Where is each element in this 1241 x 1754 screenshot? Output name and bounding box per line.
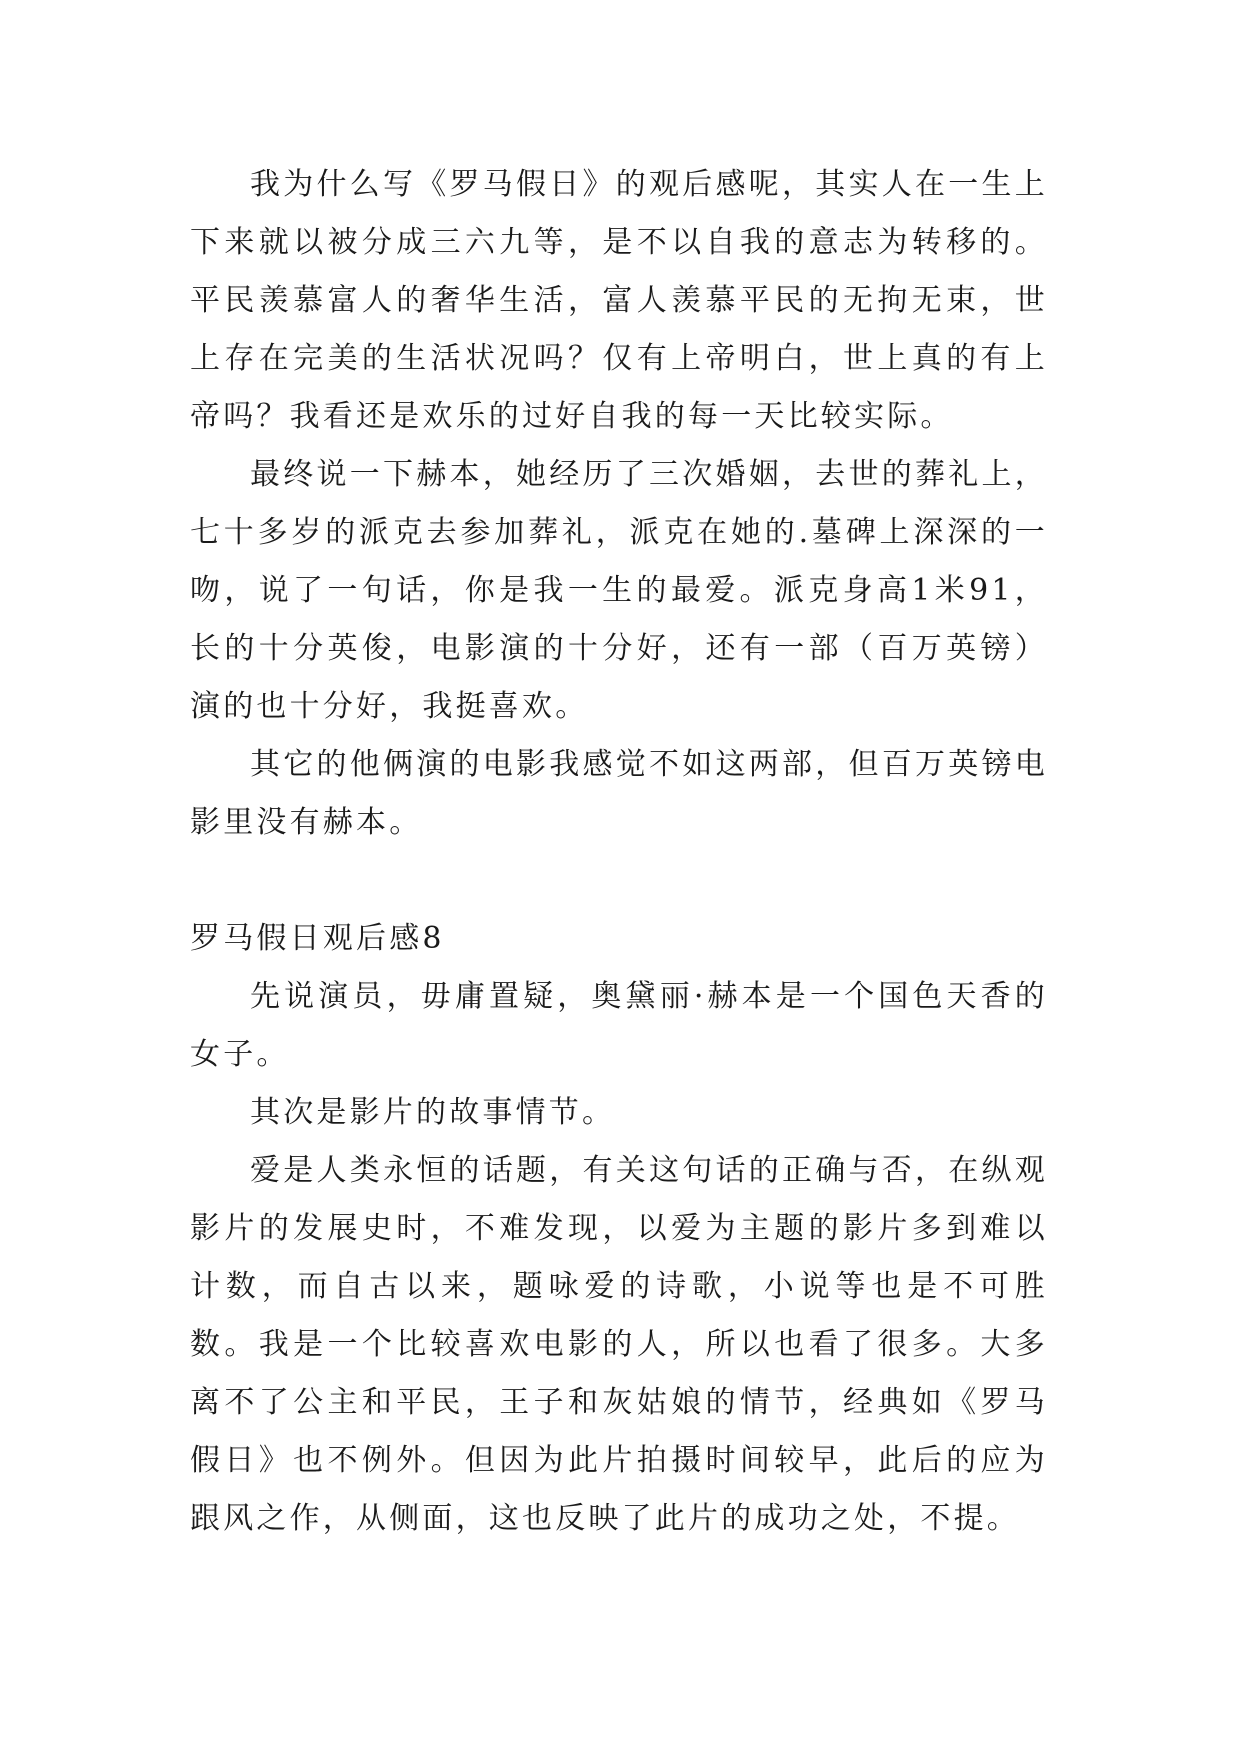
paragraph: 先说演员，毋庸置疑，奥黛丽·赫本是一个国色天香的女子。 (190, 979, 1048, 1072)
paragraph: 其它的他俩演的电影我感觉不如这两部，但百万英镑电影里没有赫本。 (190, 747, 1048, 840)
section-title: 罗马假日观后感8 (190, 921, 445, 956)
section-spacer (190, 852, 1048, 910)
document-body (190, 156, 1048, 1548)
paragraph: 其次是影片的故事情节。 (250, 1095, 616, 1130)
paragraph: 我为什么写《罗马假日》的观后感呢，其实人在一生上下来就以被分成三六九等，是不以自我的意志为转移的。平民羡慕富人的奢华生活，富人羡慕平民的无拘无束，世上存在完美的生活状况吗？仅有上帝明白，世上真的有上帝吗？我看还是欢乐的过好自我的每一天比较实际。 (190, 167, 1048, 434)
paragraph: 爱是人类永恒的话题，有关这句话的正确与否，在纵观影片的发展史时，不难发现，以爱为主题的影片多到难以计数，而自古以来，题咏爱的诗歌，小说等也是不可胜数。我是一个比较喜欢电影的人，所以也看了很多。大多离不了公主和平民，王子和灰姑娘的情节，经典如《罗马假日》也不例外。但因为此片拍摄时间较早，此后的应为跟风之作，从侧面，这也反映了此片的成功之处，不提。 (190, 1153, 1048, 1536)
paragraph: 最终说一下赫本，她经历了三次婚姻，去世的葬礼上，七十多岁的派克去参加葬礼，派克在她的.墓碑上深深的一吻，说了一句话，你是我一生的最爱。派克身高1米91，长的十分英俊，电影演的十分好，还有一部（百万英镑）演的也十分好，我挺喜欢。 (190, 457, 1048, 724)
